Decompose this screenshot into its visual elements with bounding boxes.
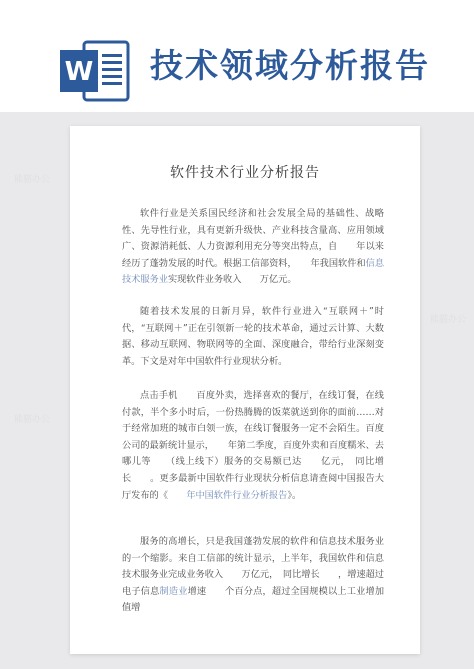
word-icon-letter: W xyxy=(64,57,94,87)
paragraph-1: 软件行业是关系国民经济和社会发展全局的基础性、战略性、先导性行业，具有更新升级快、产业科技含量高、应用领域广、资源消耗低、人力资源利用充分等突出特点，自 年以来经历了蓬勃发展的时代。根据工信部资料， 年我国软件和信息技术服务业实现软件业务收入 万亿元。 xyxy=(122,208,385,286)
banner-title: 技术领域分析报告 xyxy=(150,46,430,85)
document-page xyxy=(70,126,420,654)
paragraph-3: 点击手机 百度外卖，选择喜欢的餐厅，在线订餐，在线付款，半个多小时后，一份热腾腾的饭菜就送到你的面前……对于经常加班的城市白领一族，在线订餐服务一定不会陌生。百度公司的最新统计显示， 年第二季度，百度外卖和百度糯米、去哪儿等 （线上线下）服务的交易额已达 亿元， 同比增长 。更多最新中国软件行业现状分析信息请查阅中国报告大厅发布的《 年中国软件行业分析报告》。 xyxy=(122,390,384,501)
watermark: 熊猫办公 xyxy=(14,415,51,425)
document-title: 软件技术行业分析报告 xyxy=(170,165,320,181)
inline-link[interactable]: 信息技术服务业 xyxy=(122,257,385,286)
inline-link[interactable]: 制造业 xyxy=(159,585,188,597)
paragraph-2: 随着技术发展的日新月异，软件行业进入“互联网＋”时代，“互联网＋”正在引领新一轮的技术革命，通过云计算、大数据、移动互联网、物联网等的全面、深度融合，带给行业深刻变革。下文是对年中国软件行业现状分析。 xyxy=(122,306,384,367)
banner-header xyxy=(0,0,474,120)
inline-link[interactable]: 年中国软件行业分析报告 xyxy=(186,489,288,501)
watermark: 熊猫办公 xyxy=(430,315,467,325)
watermark: 熊猫办公 xyxy=(14,175,51,185)
paragraph-4: 服务的高增长，只是我国蓬勃发展的软件和信息技术服务业的一个缩影。来自工信部的统计显示，上半年，我国软件和信息技术服务业完成业务收入 万亿元， 同比增长 ，增速超过电子信息制造业增速 个百分点，超过全国规模以上工业增加值增 xyxy=(122,536,385,614)
document-preview-area xyxy=(0,112,474,669)
word-document-icon xyxy=(58,40,130,102)
